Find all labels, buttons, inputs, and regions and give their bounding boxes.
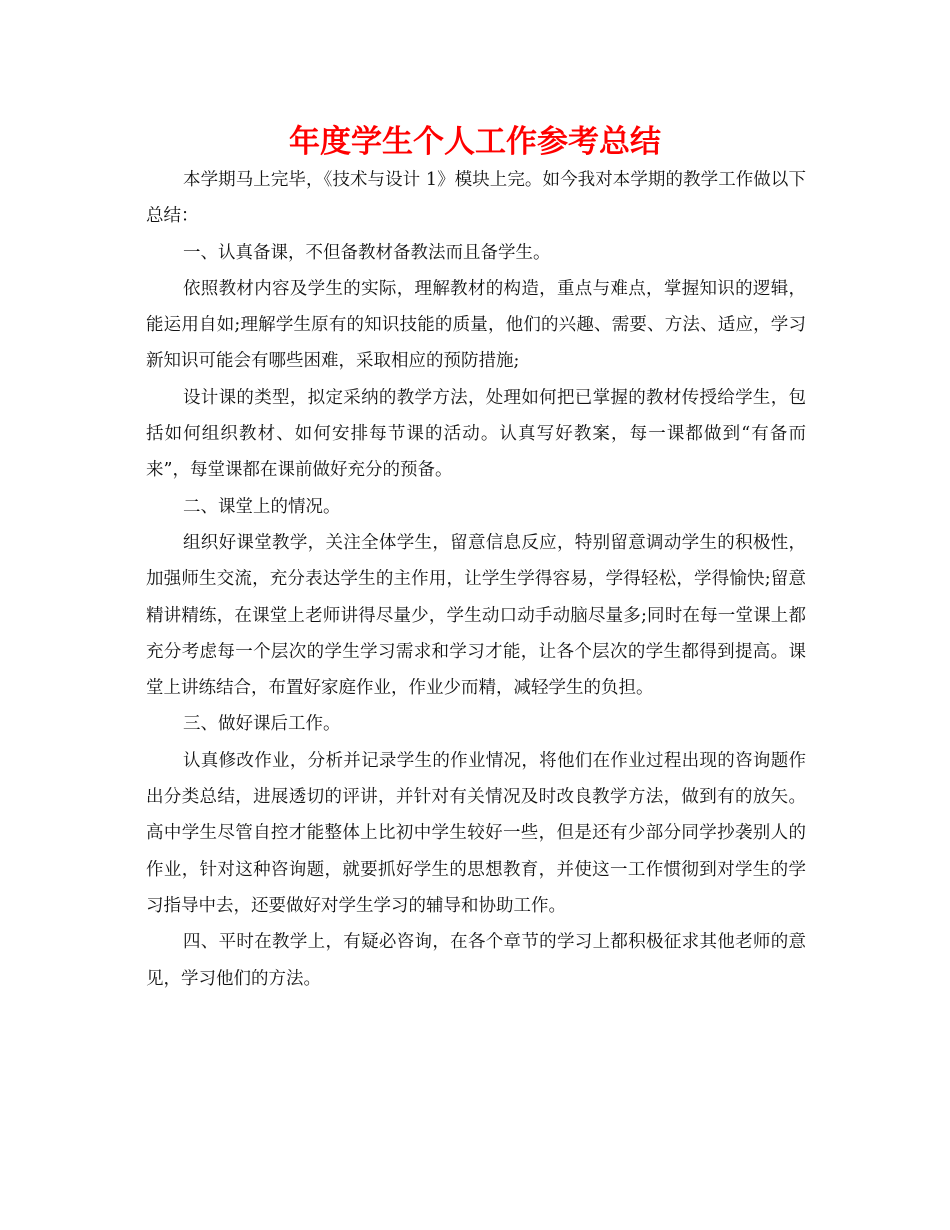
document-body [146, 162, 806, 997]
paragraph-1: 依照教材内容及学生的实际，理解教材的构造，重点与难点，掌握知识的逻辑，能运用自如;理解学生原有的知识技能的质量，他们的兴趣、需要、方法、适应，学习新知识可能会有哪些困难，采取相应的预防措施; [146, 278, 806, 372]
paragraph-2: 设计课的类型，拟定采纳的教学方法，处理如何把已掌握的教材传授给学生，包括如何组织教材、如何安排每节课的活动。认真写好教案，每一课都做到“有备而来”，每堂课都在课前做好充分的预备。 [146, 387, 806, 481]
paragraph-intro: 本学期马上完毕，《技术与设计 1》模块上完。如今我对本学期的教学工作做以下总结： [146, 170, 806, 227]
section-heading-2: 二、课堂上的情况。 [183, 496, 341, 517]
section-heading-4: 四、平时在教学上，有疑必咨询，在各个章节的学习上都积极征求其他老师的意见，学习他们的方法。 [146, 932, 806, 989]
paragraph-4: 认真修改作业，分析并记录学生的作业情况，将他们在作业过程出现的咨询题作出分类总结，进展透切的评讲，并针对有关情况及时改良教学方法，做到有的放矢。高中学生尽管自控才能整体上比初中学生较好一些，但是还有少部分同学抄袭别人的作业，针对这种咨询题，就要抓好学生的思想教育，并使这一工作惯彻到对学生的学习指导中去，还要做好对学生学习的辅导和协助工作。 [146, 750, 806, 916]
section-heading-1: 一、认真备课，不但备教材备教法而且备学生。 [183, 242, 551, 263]
document-title: 年度学生个人工作参考总结 [289, 124, 661, 160]
paragraph-3: 组织好课堂教学，关注全体学生，留意信息反应，特别留意调动学生的积极性，加强师生交流，充分表达学生的主作用，让学生学得容易，学得轻松，学得愉快;留意精讲精练，在课堂上老师讲得尽量少，学生动口动手动脑尽量多;同时在每一堂课上都充分考虑每一个层次的学生学习需求和学习才能，让各个层次的学生都得到提高。课堂上讲练结合，布置好家庭作业，作业少而精，减轻学生的负担。 [146, 532, 806, 699]
section-heading-3: 三、做好课后工作。 [183, 714, 341, 735]
